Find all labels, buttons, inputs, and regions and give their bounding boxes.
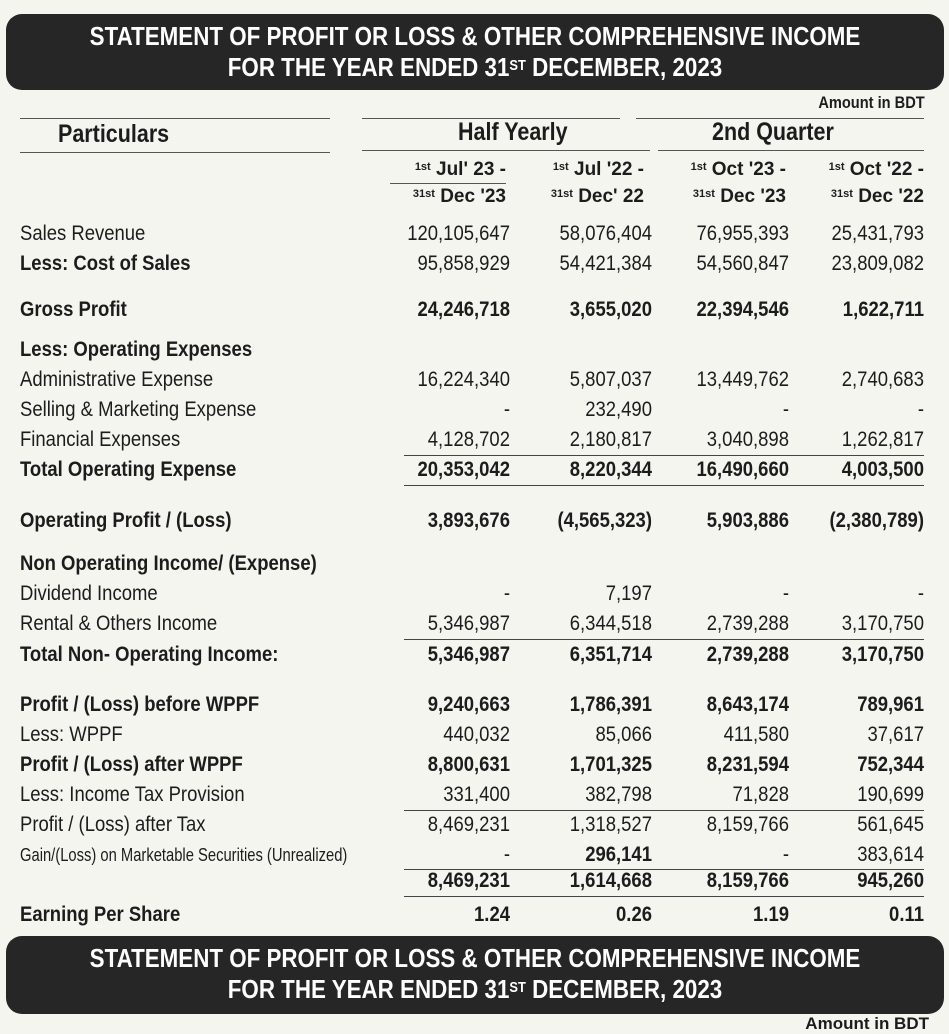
column-header-h1-2022: $^{1st}$ Jul '22 - $^{31st}$ Dec' 22	[550, 159, 644, 207]
cell: 1,701,325	[569, 753, 652, 776]
cell: 54,421,384	[559, 252, 652, 275]
half-yearly-header: Half Yearly	[458, 118, 568, 146]
cell: 13,449,762	[696, 368, 789, 391]
cell: 5,807,037	[569, 368, 652, 391]
cell: 8,220,344	[569, 458, 652, 481]
row-label: Less: WPPF	[20, 723, 123, 746]
row-label: Profit / (Loss) before WPPF	[20, 693, 260, 716]
currency-unit: Amount in BDT	[818, 93, 925, 112]
cell: -	[503, 582, 510, 605]
cell: 7,197	[605, 582, 652, 605]
cell: 6,344,518	[569, 612, 652, 635]
cell: 3,655,020	[569, 298, 652, 321]
table-row	[0, 579, 949, 609]
cell: -	[782, 398, 789, 421]
column-header-h1-2023: $^{1st}$ Jul' 23 - $^{31st}$ Dec '23	[412, 159, 506, 207]
table-row	[0, 455, 949, 485]
table-row	[0, 609, 949, 639]
cell: 24,246,718	[417, 298, 510, 321]
statement-title-banner-repeat	[6, 936, 944, 1014]
table-row	[0, 425, 949, 455]
cell: 8,159,766	[706, 813, 789, 836]
cell: 190,699	[857, 783, 924, 806]
title-line-2: FOR THE YEAR ENDED 31ST DECEMBER, 2023	[227, 52, 723, 82]
cell: 120,105,647	[407, 222, 510, 245]
row-label: Administrative Expense	[20, 368, 214, 391]
cell: -	[917, 582, 924, 605]
cell: 5,346,987	[427, 643, 510, 666]
cell: 3,040,898	[706, 428, 789, 451]
cell: 4,003,500	[841, 458, 924, 481]
table-row	[0, 866, 949, 896]
cell: 8,800,631	[427, 753, 510, 776]
table-row	[0, 365, 949, 395]
row-label: Rental & Others Income	[20, 612, 218, 635]
cell: -	[503, 843, 510, 866]
row-label: Less: Income Tax Provision	[20, 783, 245, 806]
cell: 1,614,668	[569, 869, 652, 892]
cell: 382,798	[585, 783, 652, 806]
row-label: Non Operating Income/ (Expense)	[20, 552, 317, 575]
cell: 22,394,546	[696, 298, 789, 321]
cell: 8,643,174	[706, 693, 789, 716]
cell: 8,469,231	[427, 869, 510, 892]
cell: 5,903,886	[706, 509, 789, 532]
cell: (4,565,323)	[557, 509, 652, 532]
cell: 2,180,817	[569, 428, 652, 451]
cell: 383,614	[857, 843, 924, 866]
table-row	[0, 295, 949, 325]
row-label: Sales Revenue	[20, 222, 146, 245]
table-row	[0, 720, 949, 750]
table-row	[0, 780, 949, 810]
table-row	[0, 506, 949, 536]
cell: 23,809,082	[831, 252, 924, 275]
table-row	[0, 810, 949, 840]
cell: -	[503, 398, 510, 421]
cell: 1.24	[474, 903, 510, 926]
cell: 4,128,702	[427, 428, 510, 451]
cell: 8,159,766	[706, 869, 789, 892]
cell: 2,740,683	[841, 368, 924, 391]
cell: 3,893,676	[427, 509, 510, 532]
cell: 9,240,663	[427, 693, 510, 716]
table-row	[0, 750, 949, 780]
cell: 3,170,750	[841, 643, 924, 666]
row-label: Selling & Marketing Expense	[20, 398, 257, 421]
table-row	[0, 219, 949, 249]
table-row	[0, 900, 949, 930]
cell: 95,858,929	[417, 252, 510, 275]
row-label: Profit / (Loss) after Tax	[20, 813, 206, 836]
cell: -	[782, 843, 789, 866]
particulars-header: Particulars	[58, 120, 170, 148]
cell: 440,032	[443, 723, 510, 746]
cell: 1,622,711	[842, 298, 924, 321]
cell: 71,828	[732, 783, 789, 806]
cell: 1,318,527	[569, 813, 652, 836]
table-row	[0, 335, 949, 365]
row-label: Financial Expenses	[20, 428, 181, 451]
cell: 3,170,750	[841, 612, 924, 635]
cell: 1,786,391	[569, 693, 652, 716]
row-label: Gross Profit	[20, 298, 127, 321]
row-label: Operating Profit / (Loss)	[20, 509, 232, 532]
title-line-2: FOR THE YEAR ENDED 31ST DECEMBER, 2023	[227, 974, 723, 1004]
cell: 76,955,393	[696, 222, 789, 245]
cell: 20,353,042	[417, 458, 510, 481]
cell: 16,224,340	[417, 368, 510, 391]
cell: 2,739,288	[706, 612, 789, 635]
cell: (2,380,789)	[829, 509, 924, 532]
cell: 5,346,987	[427, 612, 510, 635]
table-row	[0, 690, 949, 720]
cell: 789,961	[857, 693, 924, 716]
cell: 752,344	[857, 753, 924, 776]
cell: 296,141	[585, 843, 652, 866]
cell: 411,580	[723, 723, 789, 746]
cell: 561,645	[857, 813, 924, 836]
cell: 0.26	[616, 903, 652, 926]
cell: 16,490,660	[696, 458, 789, 481]
cell: 8,231,594	[706, 753, 789, 776]
cell: -	[782, 582, 789, 605]
row-label: Earning Per Share	[20, 903, 181, 926]
cell: 58,076,404	[559, 222, 652, 245]
cell: 0.11	[889, 903, 924, 926]
cell: 25,431,793	[831, 222, 924, 245]
row-label: Less: Cost of Sales	[20, 252, 191, 275]
cell: 331,400	[443, 783, 510, 806]
cell: 1.19	[753, 903, 789, 926]
cell: 85,066	[595, 723, 652, 746]
cell: 54,560,847	[696, 252, 789, 275]
statement-title-banner	[6, 14, 944, 90]
row-label: Profit / (Loss) after WPPF	[20, 753, 243, 776]
cell: 6,351,714	[569, 643, 652, 666]
cell: 37,617	[867, 723, 924, 746]
row-label: Total Non- Operating Income:	[20, 643, 279, 666]
cell: -	[917, 398, 924, 421]
column-header-q2-2022: $^{1st}$ Oct '22 - $^{31st}$ Dec '22	[828, 159, 924, 207]
cell: 945,260	[857, 869, 924, 892]
column-header-q2-2023: $^{1st}$ Oct '23 - $^{31st}$ Dec '23	[690, 159, 786, 207]
row-label: Total Operating Expense	[20, 458, 237, 481]
second-quarter-header: 2nd Quarter	[712, 118, 834, 146]
currency-unit-partial: Amount in BDT	[805, 1014, 929, 1033]
cell: 232,490	[585, 398, 652, 421]
cell: 2,739,288	[706, 643, 789, 666]
cell: 8,469,231	[427, 813, 510, 836]
table-row	[0, 395, 949, 425]
row-label: Less: Operating Expenses	[20, 338, 253, 361]
table-row	[0, 640, 949, 670]
table-row	[0, 249, 949, 279]
row-label: Dividend Income	[20, 582, 158, 605]
table-row	[0, 549, 949, 579]
title-line-1: STATEMENT OF PROFIT OR LOSS & OTHER COMPREHENSIVE INCOME	[89, 21, 861, 51]
title-line-1: STATEMENT OF PROFIT OR LOSS & OTHER COMPREHENSIVE INCOME	[89, 943, 861, 973]
row-label: Gain/(Loss) on Marketable Securities (Unrealized)	[20, 845, 348, 865]
cell: 1,262,817	[841, 428, 924, 451]
